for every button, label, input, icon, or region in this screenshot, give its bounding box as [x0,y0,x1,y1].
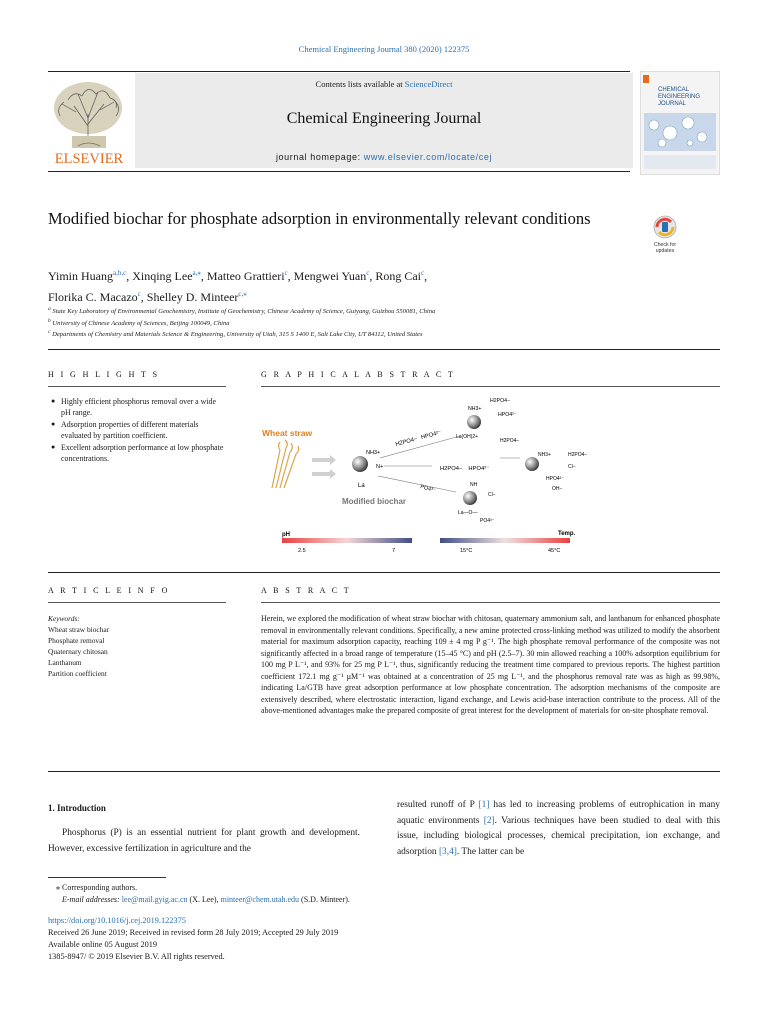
author[interactable]: Yimin Huang$^{a,b,c}$ [48,269,127,283]
ga-nh3-top: NH3+ [468,406,482,412]
citation-link[interactable]: [2] [483,815,495,826]
keyword: Phosphate removal [48,636,105,645]
divider [261,602,720,603]
highlights-list [48,396,226,464]
affiliation: $^a$ State Key Laboratory of Environmental Geochemistry, Institute of Geochemistry, Chinese Academy of Science, Guiyang, Guizhou 550081, China [48,306,436,316]
abstract-body: Herein, we explored the modification of wheat straw biochar with chitosan, quaternary ammonium salt, and lanthanum for enhanced phosphate removal in environmentally relevant conditions. Specifically, a new amine protected cross-linking method was utilized to modify the absorbent material for maximum adsorption capacity, reaching 109 ± 4 mg P g⁻¹. The high phosphate removal performance of the composite was not significantly affected in a broad range of temperature (15–45 °C) and pH (2.5–7). 30 min allowed reaching a 100% adsorption equilibrium for 100 mg P L⁻¹, and 93% for 25 mg P L⁻¹, thus, significantly reducing the treatment time compared to previous reports. The highest partition coefficient 172.1 mg g⁻¹ μM⁻¹ was obtained at a concentration of 25 mg L⁻¹, and the phosphorus removal rate was as high as 99.98%, indicating La/GTB have great adsorption performance at low phosphate concentration. The adsorption mechanisms of the composite are extensively described, where electrostatic interaction, ligand exchange, and Lewis acid-base interaction contribute to the process. All of the above-mentioned advantages make the prepared composite of great interest for the development of materials for on-site phosphate removal. [261,614,720,716]
journal-name: Chemical Engineering Journal [286,110,482,127]
ga-po4-bottom: PO4³⁻ [480,518,495,524]
divider [48,386,226,387]
contents-available: Contents lists available at ScienceDirect [315,79,453,89]
ga-wheat-label: Wheat straw [262,428,313,438]
corresponding-note: ⁎ Corresponding authors. [56,883,138,892]
citation-link[interactable]: [1] [478,800,490,810]
graphical-abstract-figure[interactable] [260,388,590,556]
temperature-gradient-bar [440,538,570,543]
ga-n-plus: N+ [376,464,384,470]
keyword: Lanthanum [48,658,82,667]
footnotes [48,882,548,906]
keyword: Wheat straw biochar [48,625,110,634]
divider [48,877,166,878]
ga-ions-mid: H2PO4− HPO4²⁻ [440,466,490,472]
ga-laoh: La(OH)2+ [456,434,479,440]
ga-nh: NH [470,482,478,488]
author[interactable]: Rong Cai$^c$ [375,269,425,283]
elsevier-logo[interactable] [48,76,130,166]
author-list: Yimin Huang$^{a,b,c}$, Xinqing Lee$^{a,⁎}$, Matteo Grattieri$^c$, Mengwei Yuan$^c$, Rong Cai$^c$, Florika C. Macazo$^c$, Shelley D. Minteer$^{c,⁎}$ [48,269,428,304]
ga-temp-label: Temp. [558,531,576,537]
author[interactable]: Matteo Grattieri$^c$ [206,269,288,283]
affiliation: $^b$ University of Chinese Academy of Sciences, Beijing 100049, China [48,318,230,328]
abstract-heading: A B S T R A C T [261,586,352,595]
author[interactable]: Florika C. Macazo$^c$ [48,290,141,304]
affiliation: $^c$ Departments of Chemistry and Materials Science & Engineering, University of Utah, 315 S 1400 E, Salt Lake City, UT 84112, United States [48,329,423,339]
elsevier-tree-icon [54,82,122,148]
complex-particle-icon [525,457,539,471]
ga-modified-biochar: Modified biochar [342,497,406,506]
keyword: Quaternary chitosan [48,647,108,656]
intro-paragraph-left: Phosphorus (P) is an essential nutrient for plant growth and development. However, excessive fertilization in agriculture and the [48,828,360,854]
author[interactable]: Shelley D. Minteer$^{c,⁎}$ [146,290,247,304]
ga-ph-max: 7 [392,548,396,554]
available-online: Available online 05 August 2019 [48,940,158,949]
check-updates-icon [654,216,676,238]
check-for-updates-badge[interactable] [648,214,682,256]
ga-cl-bottom: Cl− [488,492,496,498]
keyword: Partition coefficient [48,669,107,678]
ga-oh: OH− [552,486,563,492]
graphical-abstract-heading: G R A P H I C A L A B S T R A C T [261,370,456,379]
cover-title-line3: JOURNAL [658,101,687,107]
ga-cl-right: Cl− [568,464,576,470]
highlight-item: ● Adsorption properties of different materials evaluated by partition coefficient. [48,419,226,442]
biochar-particle-icon [352,456,368,472]
ga-h2po4-top: H2PO4− [490,398,511,404]
cover-title-line2: ENGINEERING [658,94,701,100]
complex-particle-icon [467,415,481,429]
cover-title-line1: CHEMICAL [658,87,690,93]
divider [48,349,720,350]
ga-la-label: La [358,483,365,489]
divider [48,771,720,772]
homepage-link[interactable]: www.elsevier.com/locate/cej [363,152,493,162]
ga-nh3-right: NH3+ [538,452,551,458]
ga-lao: La—O— [458,510,478,516]
keywords-label: Keywords: [48,614,80,623]
section-heading-introduction: 1. Introduction [48,803,106,813]
article-footer [48,915,548,963]
ga-temp-min: 15°C [460,548,473,554]
email-note: E-mail addresses: lee@mail.gyig.ac.cn (X. Lee), minteer@chem.utah.edu (S.D. Minteer). [62,894,350,904]
ga-h2po4-side: H2PO4− [500,438,520,444]
divider [48,572,720,573]
journal-homepage: journal homepage: www.elsevier.com/locate/cej [275,152,493,162]
email-link[interactable]: minteer@chem.utah.edu [220,894,300,904]
check-updates-line1: Check for [653,242,677,248]
divider [48,602,226,603]
ga-hpo4-right: HPO4²⁻ [546,476,564,482]
journal-citation[interactable]: Chemical Engineering Journal 380 (2020) 122375 [298,44,470,54]
citation-link[interactable]: [3,4] [438,846,457,857]
author[interactable]: Mengwei Yuan$^c$ [293,269,370,283]
ga-nh3: NH3+ [366,450,381,456]
highlights-heading: H I G H L I G H T S [48,370,160,379]
ga-ph-min: 2.5 [298,548,306,554]
article-info-heading: A R T I C L E I N F O [48,586,170,595]
article-title: Modified biochar for phosphate adsorption in environmentally relevant conditions [48,209,591,228]
received-dates: Received 26 June 2019; Received in revised form 28 July 2019; Accepted 29 July 2019 [48,928,339,937]
highlight-item: ● Highly efficient phosphorus removal over a wide pH range. [48,396,226,419]
sciencedirect-link[interactable]: ScienceDirect [404,79,453,89]
check-updates-line2: updates [655,248,675,254]
intro-paragraph-right: resulted runoff of P [1] has led to increasing problems of eutrophication in many aquatic environments [2]. Various techniques have been studied to deal with this issue, including biological processes, chemical precipitation, ion exchange, and adsorption [3,4]. The latter can be [397,800,720,857]
ga-hpo4-top: HPO4²⁻ [498,412,517,418]
ga-temp-max: 45°C [548,548,561,554]
copyright: 1385-8947/ © 2019 Elsevier B.V. All rights reserved. [48,952,225,961]
ga-ph-label: pH [282,532,290,538]
ga-po4-left: PO4³⁻ [419,484,437,495]
author[interactable]: Xinqing Lee$^{a,⁎}$ [132,269,201,283]
keywords-block [48,613,228,679]
ga-ions-up: H2PO4−HPO4²⁻ [394,429,443,448]
ga-h2po4-right: H2PO4− [568,452,588,458]
ph-gradient-bar [282,538,412,543]
highlight-item: ● Excellent adsorption performance at low phosphate concentrations. [48,442,226,465]
doi-link[interactable]: https://doi.org/10.1016/j.cej.2019.122375 [48,916,186,925]
divider [261,386,720,387]
journal-cover[interactable] [640,71,720,175]
elsevier-wordmark: ELSEVIER [54,151,124,166]
complex-particle-icon [463,491,477,505]
email-link[interactable]: lee@mail.gyig.ac.cn [121,894,188,904]
